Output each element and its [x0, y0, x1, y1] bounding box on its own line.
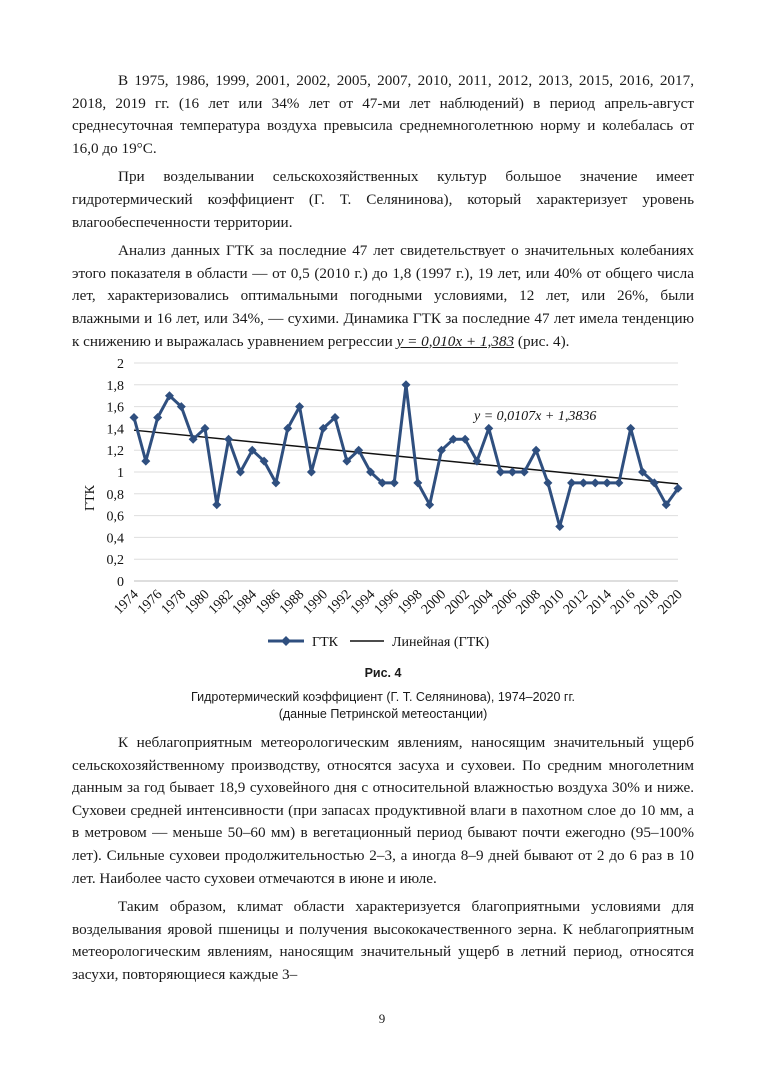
y-tick-label: 0,4 — [106, 531, 124, 547]
x-axis-ticks — [111, 587, 685, 617]
x-tick-label: 2014 — [584, 587, 615, 618]
y-tick-label: 0,8 — [106, 487, 124, 503]
legend-gtk-marker — [281, 636, 291, 646]
data-point — [626, 424, 635, 433]
x-tick-label: 1998 — [395, 587, 426, 618]
y-tick-label: 1 — [117, 466, 124, 481]
data-point — [567, 478, 576, 487]
x-tick-label: 1988 — [276, 587, 308, 618]
x-tick-label: 1974 — [111, 587, 142, 618]
paragraph-gtk-intro: При возделывании сельскохозяйственных культур большое значение имеет гидротермический коэффициент (Г. Т. Селянинова), который характеризует уровень влагообеспеченности территории. — [72, 168, 694, 231]
gtk-chart — [72, 348, 694, 660]
regression-formula: y = 0,010x + 1,383 — [396, 332, 515, 350]
x-tick-label: 1992 — [324, 587, 355, 618]
y-tick-label: 0,2 — [106, 553, 124, 569]
chart-legend — [268, 635, 489, 650]
x-tick-label: 1980 — [182, 587, 213, 618]
paragraph-gtk-analysis — [72, 240, 694, 353]
legend-gtk-label: ГТК — [312, 635, 338, 650]
data-point — [496, 468, 505, 477]
x-tick-label: 1976 — [135, 587, 166, 618]
regression-text-after: (рис. 4). — [514, 332, 570, 350]
x-tick-label: 2004 — [466, 587, 497, 618]
x-tick-label: 1982 — [206, 587, 237, 618]
paragraph-temperature: В 1975, 1986, 1999, 2001, 2002, 2005, 2007, 2010, 2011, 2012, 2013, 2015, 2016, 2017, 2018, 2019 гг. (16 лет или 34% лет от 47-ми лет наблюдений) в период апрель-август среднесуточная температура воздуха превысила среднемноголетнюю норму и колебалась от 16,0 до 19°С. — [72, 72, 694, 157]
x-tick-label: 1990 — [300, 587, 332, 618]
data-point — [603, 478, 612, 487]
y-tick-label: 0,6 — [106, 509, 124, 525]
x-tick-label: 2018 — [631, 587, 663, 618]
trendline-line — [134, 430, 678, 484]
series-gtk — [130, 380, 683, 531]
data-point — [307, 468, 316, 477]
trendline-equation: y = 0,0107x + 1,3836 — [474, 409, 597, 424]
x-tick-label: 2010 — [537, 587, 568, 618]
legend-trend-label: Линейная (ГТК) — [392, 635, 490, 650]
data-point — [543, 478, 552, 487]
y-tick-label: 1,8 — [106, 378, 124, 394]
y-axis-ticks — [107, 357, 125, 590]
x-tick-label: 2020 — [655, 587, 686, 618]
x-tick-label: 2008 — [513, 587, 544, 618]
x-tick-label: 1978 — [158, 587, 190, 618]
figure-caption-line-1: Гидротермический коэффициент (Г. Т. Селянинова), 1974–2020 гг. — [191, 690, 575, 704]
text-block-bottom — [72, 732, 694, 993]
y-tick-label: 1,6 — [106, 400, 124, 416]
data-point — [555, 522, 564, 531]
data-point — [390, 478, 399, 487]
figure-label: Рис. 4 — [364, 666, 402, 680]
y-axis-label: ГТК — [83, 485, 98, 511]
x-tick-label: 1996 — [371, 587, 403, 618]
regression-text-before: Анализ данных ГТК за последние 47 лет свидетельствует о значительных колебаниях этого показателя в области — от 0,5 (2010 г.) до 1,8 (1997 г.), 19 лет, или 40% от общего числа лет, характеризовались оптимальными погодными условиями, 12 лет, или 26%, были влажными и 16 лет, или 34%, — сухими. Динамика ГТК за последние 47 лет имела тенденцию к снижению и выражалась уравнением регрессии — [72, 242, 694, 350]
x-tick-label: 2006 — [489, 587, 521, 618]
x-tick-label: 1994 — [347, 587, 379, 618]
data-point — [614, 478, 623, 487]
x-tick-label: 2000 — [418, 587, 450, 618]
x-tick-label: 1986 — [253, 587, 284, 618]
data-point — [402, 380, 411, 389]
x-tick-label: 1984 — [229, 587, 261, 618]
data-point — [484, 424, 493, 433]
x-tick-label: 2002 — [442, 587, 473, 618]
paragraph-conclusion: Таким образом, климат области характеризуется благоприятными условиями для возделывания яровой пшеницы и получения высококачественного зерна. К неблагоприятным метеорологическим явлениям, наносящим значительный ущерб в летний период, относятся засухи, повторяющиеся каждые 3– — [72, 898, 694, 983]
figure-caption-line-2: (данные Петринской метеостанции) — [278, 707, 488, 721]
data-point — [508, 468, 517, 477]
y-tick-label: 2 — [117, 357, 124, 372]
x-tick-label: 2012 — [560, 587, 592, 618]
text-block-top — [72, 70, 694, 359]
x-tick-label: 2016 — [608, 587, 639, 618]
data-point — [591, 478, 600, 487]
gtk-chart-svg — [72, 348, 694, 660]
y-tick-label: 1,2 — [106, 444, 124, 460]
data-point — [141, 457, 150, 466]
data-point — [579, 478, 588, 487]
page-number: 9 — [378, 1011, 386, 1026]
data-point — [224, 435, 233, 444]
paragraph-sukhovei: К неблагоприятным метеорологическим явлениям, наносящим значительный ущерб сельскохозяйственному производству, относятся засуха и суховеи. По средним многолетним данным за год бывает 18,9 суховейного дня с относительной влажностью воздуха 30% и ниже. Суховеи средней интенсивности (при запасах продуктивной влаги в пахотном слое до 10 мм, а в метровом — меньше 50–60 мм) в вегетационный период бывают почти ежегодно (95–100% лет). Сильные суховеи продолжительностью 2–3, а иногда 8–9 дней бывают от 2 до 6 раз в 10 лет. Наиболее часто суховеи отмечаются в июне и июле. — [72, 734, 694, 887]
y-tick-label: 1,4 — [106, 422, 124, 438]
data-point — [212, 500, 221, 509]
trendline — [134, 430, 678, 484]
figure-caption — [72, 689, 694, 723]
y-tick-label: 0 — [117, 575, 124, 590]
data-point — [130, 413, 139, 422]
